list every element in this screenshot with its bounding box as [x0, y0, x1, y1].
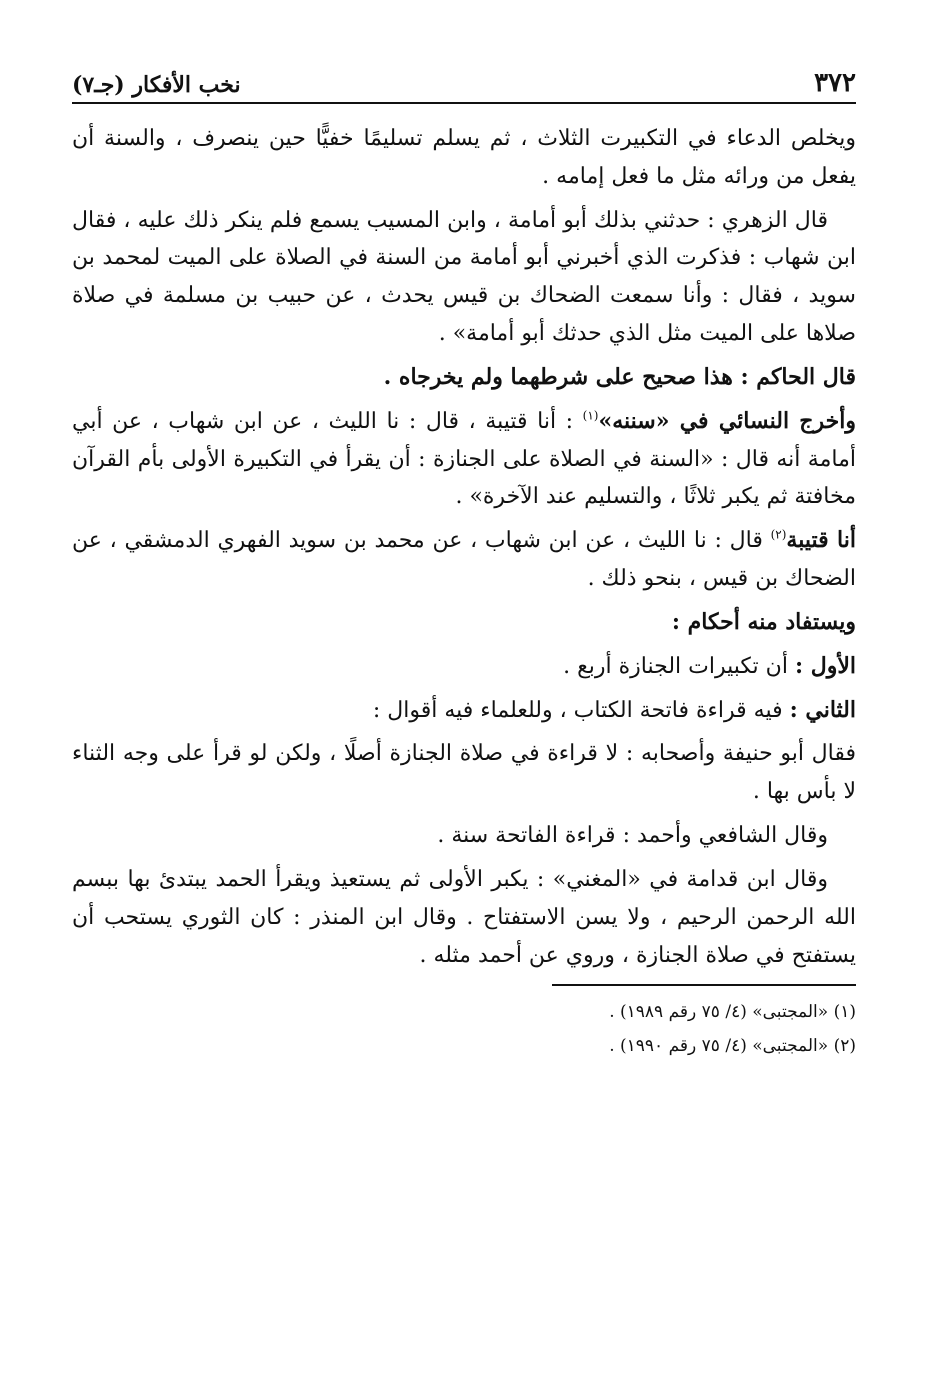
running-title: نخب الأفكار (جـ٧)	[72, 72, 241, 98]
paragraph-2: قال الزهري : حدثني بذلك أبو أمامة ، وابن المسيب يسمع فلم ينكر ذلك عليه ، فقال ابن شهاب : فذكرت الذي أخبرني أبو أمامة من السنة في الصلاة على الميت لمحمد بن سويد ، فقال : وأنا سمعت الضحاك بن قيس يحدث ، عن حبيب بن مسلمة في صلاة صلاها على الميت مثل الذي حدثك أبو أمامة» .	[72, 207, 856, 347]
paragraph-abu-hanifa: فقال أبو حنيفة وأصحابه : لا قراءة في صلاة الجنازة أصلًا ، ولكن لو قرأ على وجه الثناء لا بأس بها .	[72, 741, 856, 805]
lead-text: وأخرج النسائي في «سننه»	[598, 407, 856, 434]
ruling-first: الأول : أن تكبيرات الجنازة أربع .	[563, 652, 856, 679]
page-header	[72, 58, 856, 104]
ruling-second: الثاني : فيه قراءة فاتحة الكتاب ، وللعلماء فيه أقوال :	[372, 696, 856, 723]
footnote-1: (١) «المجتبى» (٤/ ٧٥ رقم ١٩٨٩) .	[609, 1002, 856, 1023]
paragraph-4-nasai: وأخرج النسائي في «سننه»$^{(١)}$ : أنا قتيبة ، قال : نا الليث ، عن ابن شهاب ، عن أبي أمامة أنه قال : «السنة في الصلاة على الجنازة : أن يقرأ في التكبيرة الأولى بأم القرآن مخافتة ثم يكبر ثلاثًا ، والتسليم عند الآخرة» .	[72, 407, 856, 510]
paragraph-shafii: وقال الشافعي وأحمد : قراءة الفاتحة سنة .	[437, 823, 828, 849]
footnote-ref-1: (١)	[582, 408, 599, 423]
lead-text: الأول :	[794, 652, 856, 679]
footnote-divider	[552, 984, 856, 986]
body-text	[72, 120, 856, 974]
lead-text: أنا قتيبة	[786, 527, 856, 554]
section-heading: ويستفاد منه أحكام :	[671, 608, 856, 635]
footnote-2: (٢) «المجتبى» (٤/ ٧٥ رقم ١٩٩٠) .	[609, 1036, 856, 1057]
page-number: ٣٧٢	[814, 68, 856, 98]
footnotes	[72, 998, 856, 1062]
footnote-ref-2: (٢)	[770, 527, 787, 542]
page	[72, 58, 856, 1382]
paragraph-5-qutaybah: أنا قتيبة$^{(٢)}$ قال : نا الليث ، عن ابن شهاب ، عن محمد بن سويد الفهري الدمشقي ، عن الضحاك بن قيس ، بنحو ذلك .	[72, 527, 856, 592]
paragraph-1: ويخلص الدعاء في التكبيرت الثلاث ، ثم يسلم تسليمًا خفيًّا حين ينصرف ، والسنة أن يفعل من ورائه مثل ما فعل إمامه .	[72, 126, 856, 189]
paragraph-ibn-qudama: وقال ابن قدامة في «المغني» : يكبر الأولى ثم يستعيذ ويقرأ الحمد يبتدئ بها ببسم الله الرحمن الرحيم ، ولا يسن الاستفتاح . وقال ابن المنذر : كان الثوري يستحب أن يستفتح في صلاة الجنازة ، وروي عن أحمد مثله .	[72, 866, 856, 968]
paragraph-3-hakim: قال الحاكم : هذا صحيح على شرطهما ولم يخرجاه .	[383, 363, 856, 390]
lead-text: الثاني :	[789, 696, 856, 723]
